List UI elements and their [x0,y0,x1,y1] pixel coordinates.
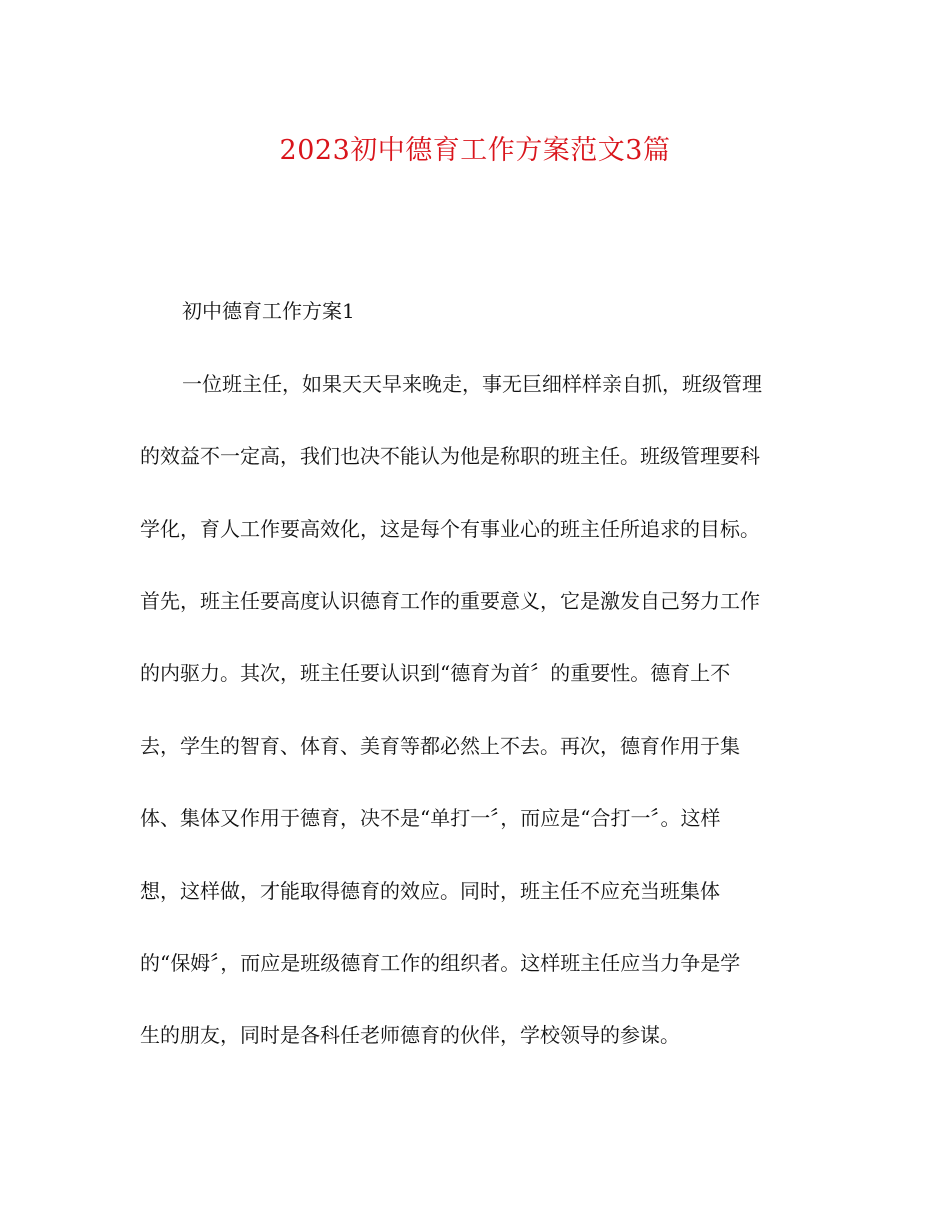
paragraph-line: 的效益不一定高，我们也决不能认为他是称职的班主任。班级管理要科 [140,444,760,468]
document-title: 2023初中德育工作方案范文3篇 [279,135,671,166]
paragraph-line: 一位班主任，如果天天早来晚走，事无巨细样样亲自抓，班级管理 [182,372,762,396]
paragraph-line: 去，学生的智育、体育、美育等都必然上不去。再次，德育作用于集 [140,734,740,758]
paragraph-line: 体、集体又作用于德育，决不是“单打一〞，而应是“合打一〞。这样 [140,806,721,830]
paragraph-line: 生的朋友，同时是各科任老师德育的伙伴，学校领导的参谋。 [140,1023,680,1047]
paragraph-line: 首先，班主任要高度认识德育工作的重要意义，它是激发自己努力工作 [140,589,760,613]
paragraph-line: 想，这样做，才能取得德育的效应。同时，班主任不应充当班集体 [140,879,720,903]
paragraph-line: 的“保姆〞，而应是班级德育工作的组织者。这样班主任应当力争是学 [140,951,741,975]
paragraph-line: 学化，育人工作要高效化，这是每个有事业心的班主任所追求的目标。 [140,517,760,541]
section-heading: 初中德育工作方案1 [182,299,355,323]
paragraph-line: 的内驱力。其次，班主任要认识到“德育为首〞的重要性。德育上不 [140,661,731,685]
